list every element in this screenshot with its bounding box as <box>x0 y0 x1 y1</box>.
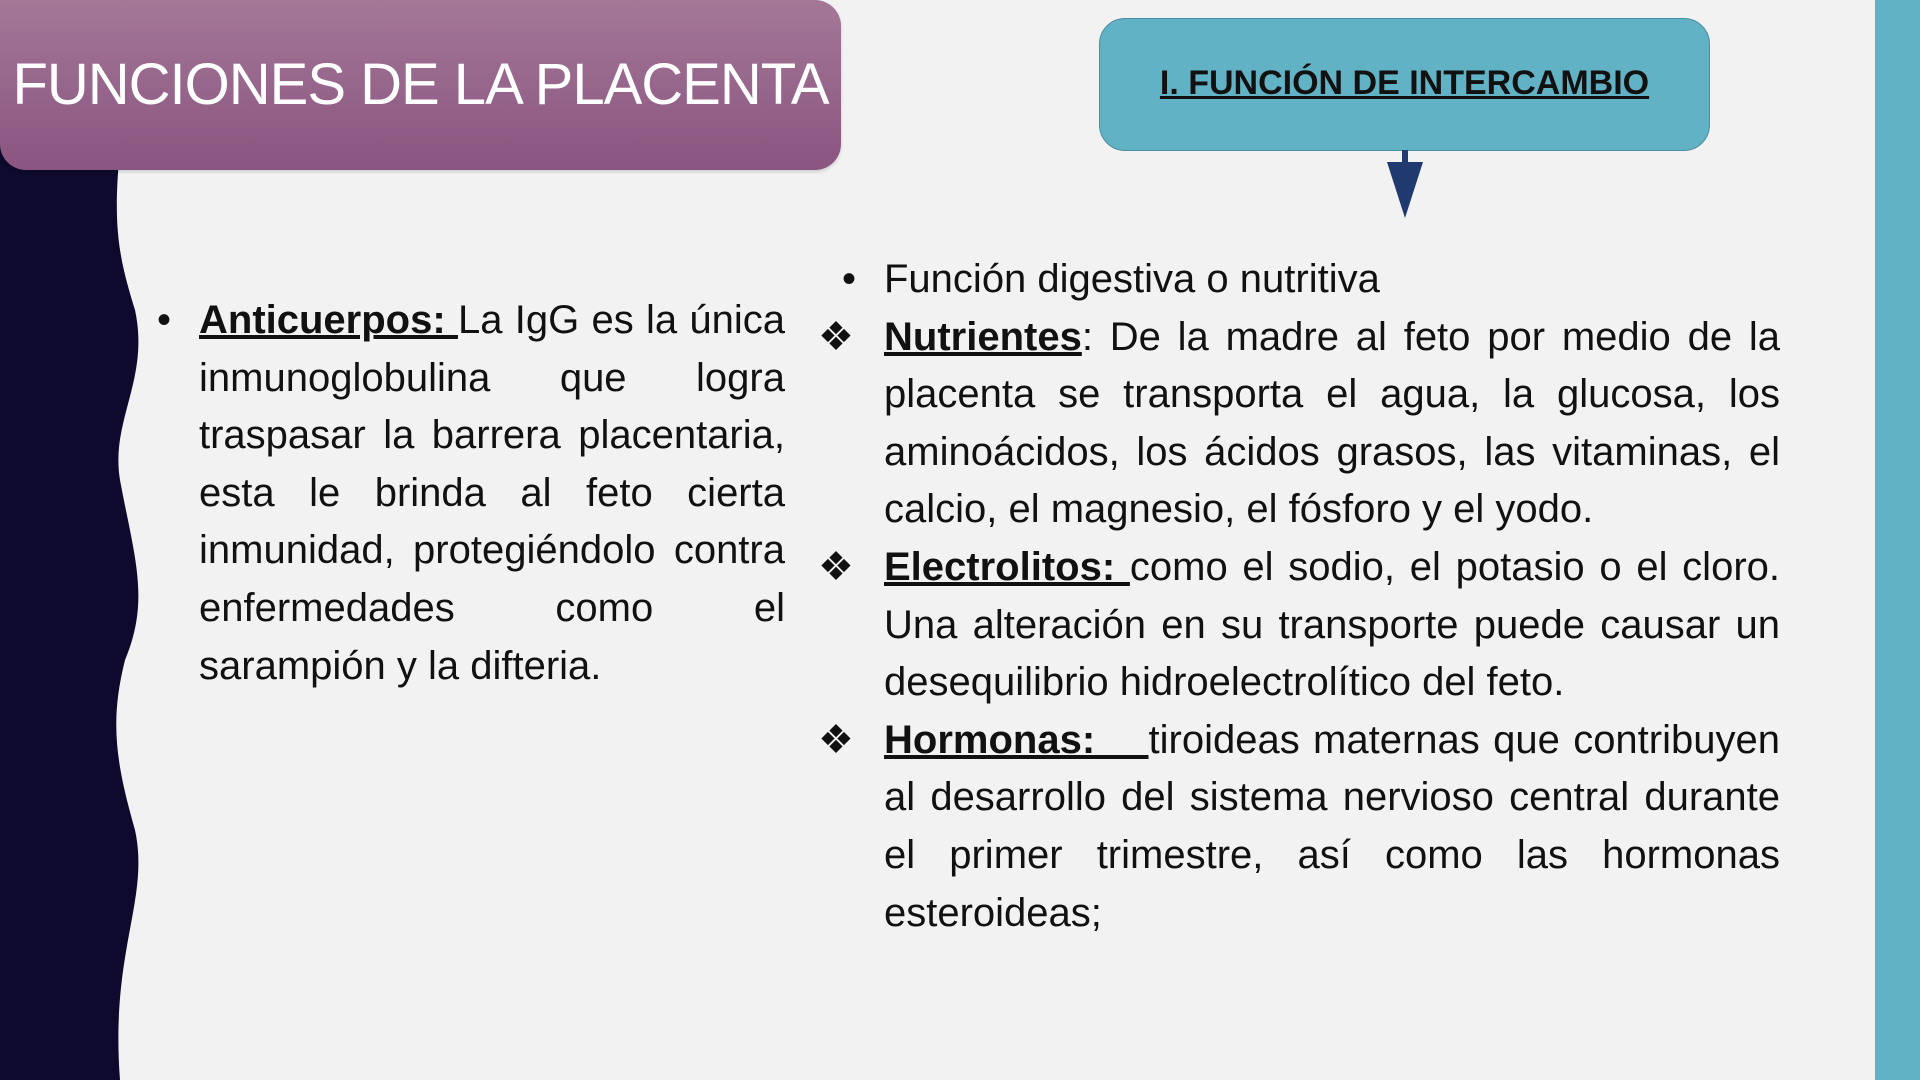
term-anticuerpos: Anticuerpos: <box>199 298 458 342</box>
text-hormonas: tiroideas maternas que contribuyen al desarrollo del sistema nervioso central durante el primer trimestre, así como las hormonas esteroideas; <box>884 717 1780 935</box>
term-hormonas: Hormonas: <box>884 717 1149 762</box>
bullet-icon: • <box>842 257 857 301</box>
right-accent-stripe <box>1875 0 1920 1080</box>
bullet-icon: • <box>157 298 172 342</box>
left-column <box>157 292 785 695</box>
section-header: I. FUNCIÓN DE INTERCAMBIO <box>1159 64 1650 102</box>
text-nutrientes: De la madre al feto por medio de la placenta se transporta el agua, la glucosa, los aminoácidos, los ácidos grasos, las vitaminas, el calcio, el magnesio, el fósforo y el yodo. <box>884 314 1780 532</box>
intro-text: Función digestiva o nutritiva <box>884 257 1380 301</box>
title-banner <box>0 0 841 170</box>
list-item-nutrientes <box>818 309 1780 539</box>
text-electrolitos: como el sodio, el potasio o el cloro. Una alteración en su transporte puede causar un desequilibrio hidroelectrolítico del feto. <box>884 544 1780 705</box>
right-column <box>818 251 1780 942</box>
separator: : <box>1081 314 1110 359</box>
text-anticuerpos: La IgG es la única inmunoglobulina que logra traspasar la barrera placentaria, esta le brinda al feto cierta inmunidad, protegiéndolo contra enfermedades como el sarampión y la difteria. <box>199 298 785 688</box>
diamond-bullet-icon: ❖ <box>818 314 854 359</box>
list-item-hormonas <box>818 712 1780 942</box>
diamond-bullet-icon: ❖ <box>818 717 854 762</box>
page-title: FUNCIONES DE LA PLACENTA <box>12 52 829 117</box>
list-item-electrolitos <box>818 539 1780 712</box>
list-item-anticuerpos <box>157 292 785 695</box>
section-header-box <box>1099 18 1710 151</box>
arrow-down-icon <box>1385 150 1425 220</box>
diamond-bullet-icon: ❖ <box>818 544 854 589</box>
term-electrolitos: Electrolitos: <box>884 544 1130 589</box>
term-nutrientes: Nutrientes <box>884 314 1082 359</box>
list-item-intro <box>842 251 1780 309</box>
